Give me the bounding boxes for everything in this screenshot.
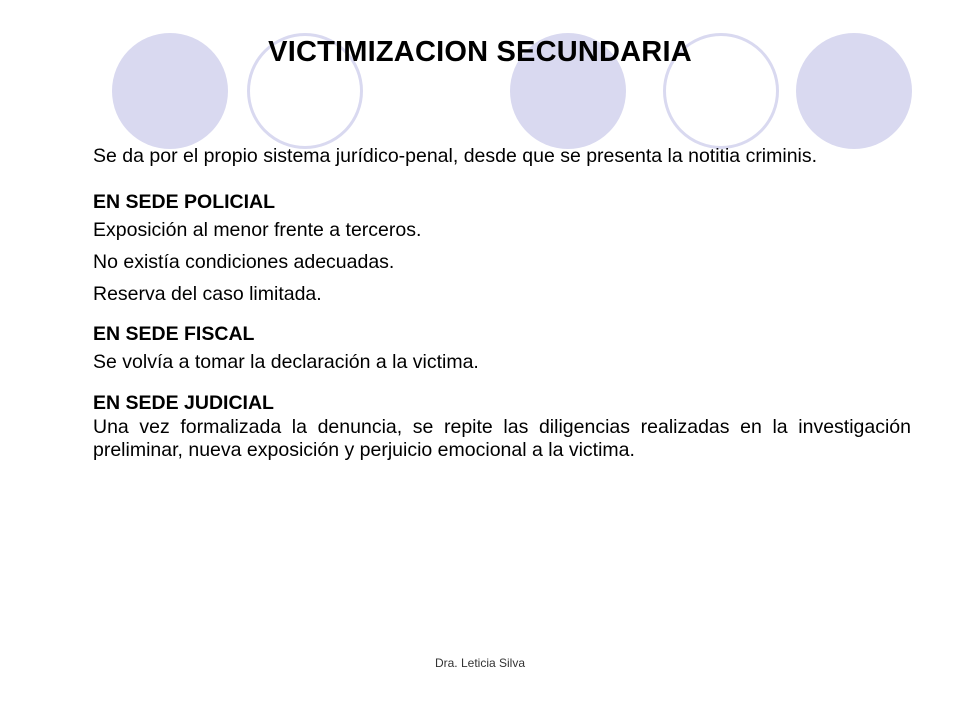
fiscal-line-1: Se volvía a tomar la declaración a la victima. bbox=[93, 351, 479, 374]
intro-paragraph: Se da por el propio sistema jurídico-penal, desde que se presenta la notitia criminis. bbox=[93, 145, 818, 167]
slide-body bbox=[93, 145, 911, 462]
policial-line-3: Reserva del caso limitada. bbox=[93, 282, 322, 305]
policial-line-2: No existía condiciones adecuadas. bbox=[93, 250, 395, 273]
judicial-paragraph: Una vez formalizada la denuncia, se repite las diligencias realizadas en la investigación preliminar, nueva exposición y perjuicio emocional a la victima. bbox=[93, 416, 911, 462]
heading-sede-judicial: EN SEDE JUDICIAL bbox=[93, 392, 274, 414]
heading-sede-fiscal: EN SEDE FISCAL bbox=[93, 323, 255, 346]
slide-title: VICTIMIZACION SECUNDARIA bbox=[268, 36, 692, 68]
footer-author: Dra. Leticia Silva bbox=[434, 656, 526, 670]
heading-sede-policial: EN SEDE POLICIAL bbox=[93, 191, 276, 213]
policial-line-1: Exposición al menor frente a terceros. bbox=[93, 219, 422, 242]
